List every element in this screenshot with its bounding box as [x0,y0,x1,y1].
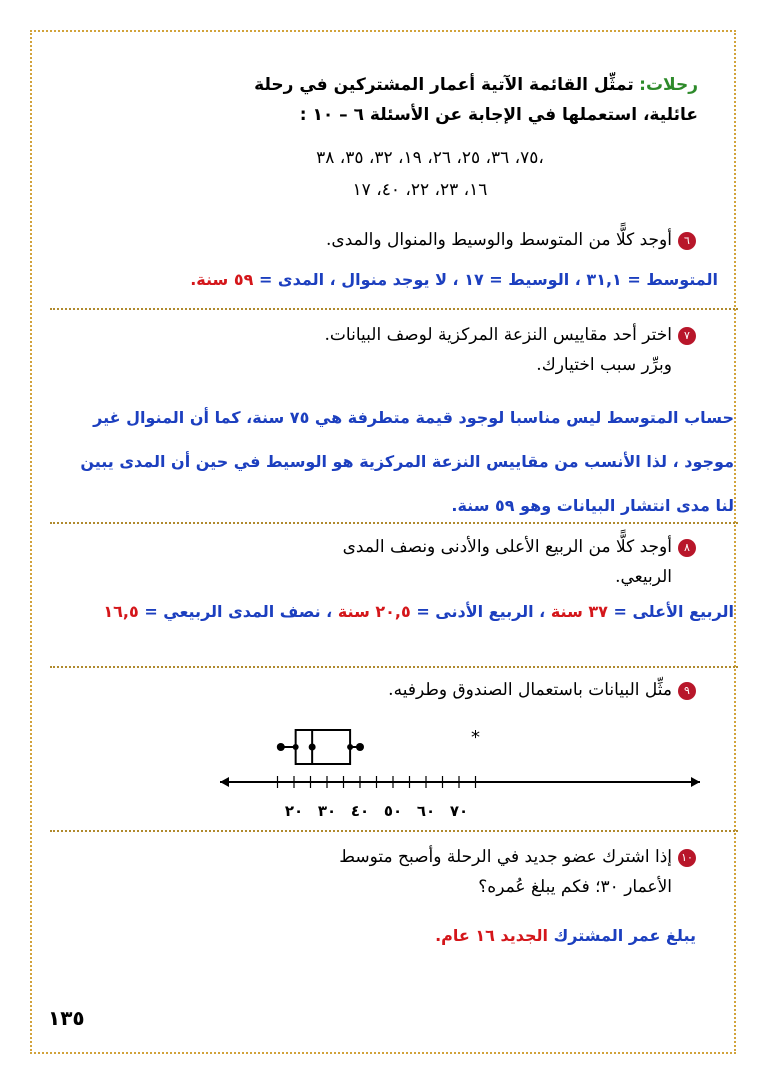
box [296,730,350,764]
tick-label: ٤٠ [350,802,370,820]
q6-answer-red: ٥٩ سنة. [190,270,254,289]
q8-answer [40,596,734,628]
q7-answer-line-2: موجود ، لذا الأنسب من مقاييس النزعة المركزية هو الوسيط في حين أن المدى يبين [80,452,734,471]
q6-question [96,230,696,250]
page-number: ١٣٥ [48,1006,85,1030]
min-point [277,743,285,751]
q9-question [96,680,696,700]
separator-3 [50,666,738,668]
tick-label: ٦٠ [416,802,436,820]
q9-question-text: مثِّل البيانات باستعمال الصندوق وطرفيه. [388,680,672,700]
max-point [356,743,364,751]
q7-question [96,320,696,380]
axis-arrow-left [220,777,229,787]
q8-answer-c: ، الربيع الأدنى = [416,602,546,621]
box-plot-chart [200,710,720,830]
q8-answer-d: ٢٠,٥ سنة [337,602,411,621]
q10-question-text-2: الأعمار ٣٠؛ فكم يبلغ عُمره؟ [478,877,672,897]
outlier-mark: * [471,727,480,748]
q7-question-text-2: وبرِّر سبب اختيارك. [536,355,672,375]
box-plot-group [220,727,700,820]
median-point [309,744,316,751]
q9-number-badge: ٩ [678,682,696,700]
q1-point [293,744,299,750]
axis-arrow-right [691,777,700,787]
separator-1 [50,308,738,310]
q6-answer [28,270,718,289]
q3-point [347,744,353,750]
intro-line-1 [58,70,698,100]
tick-label: ٧٠ [449,802,469,820]
q8-number-badge: ٨ [678,539,696,557]
q8-question [96,532,696,592]
q6-number-badge: ٦ [678,232,696,250]
q10-answer [96,926,696,945]
q7-answer-line-3: لنا مدى انتشار البيانات وهو ٥٩ سنة. [451,496,734,515]
q8-question-text-2: الربيعي. [615,567,672,587]
intro-block [58,70,698,130]
q10-number-badge: ١٠ [678,849,696,867]
separator-2 [50,522,738,524]
q10-question [96,842,696,902]
q10-question-text-1: إذا اشترك عضو جديد في الرحلة وأصبح متوسط [339,847,672,867]
q8-answer-e: ، نصف المدى الربيعي = [144,602,333,621]
q7-number-badge: ٧ [678,327,696,345]
data-line-2: ١٦، ٢٣، ٢٢، ٤٠، ١٧ [352,180,488,200]
q10-answer-b: الجديد [500,926,549,945]
tick-label: ٥٠ [383,802,403,820]
separator-4 [50,830,738,832]
tick-label: ٣٠ [317,802,337,820]
q6-question-text: أوجد كلًّا من المتوسط والوسيط والمنوال والمدى. [325,230,672,250]
q8-answer-b: ٣٧ سنة [550,602,608,621]
q10-answer-a: يبلغ عمر المشترك [553,926,696,945]
tick-label: ٢٠ [284,802,304,820]
q8-answer-a: الربيع الأعلى = [613,602,734,621]
intro-line-2: عائلية، استعملها في الإجابة عن الأسئلة ٦ – ١٠ : [299,105,698,125]
data-line-1: ٧٥، ٣٦، ٢٥، ٢٦، ١٩، ٣٢، ٣٥، ٣٨، [316,148,544,168]
intro-text-1: تمثِّل القائمة الآتية أعمار المشتركين في رحلة [254,75,634,95]
q7-question-text-1: اختر أحد مقاييس النزعة المركزية لوصف البيانات. [324,325,672,345]
q10-answer-c: ١٦ عام. [435,926,495,945]
q7-answer [34,396,734,528]
q8-answer-f: ١٦,٥ [103,602,139,621]
q6-answer-blue: المتوسط = ٣١,١ ، الوسيط = ١٧ ، لا يوجد منوال ، المدى = [258,270,718,289]
q8-question-text-1: أوجد كلًّا من الربيع الأعلى والأدنى ونصف المدى [342,537,672,557]
intro-label: رحلات: [639,75,698,95]
q7-answer-line-1: حساب المتوسط ليس مناسبا لوجود قيمة متطرفة هي ٧٥ سنة، كما أن المنوال غير [93,408,734,427]
